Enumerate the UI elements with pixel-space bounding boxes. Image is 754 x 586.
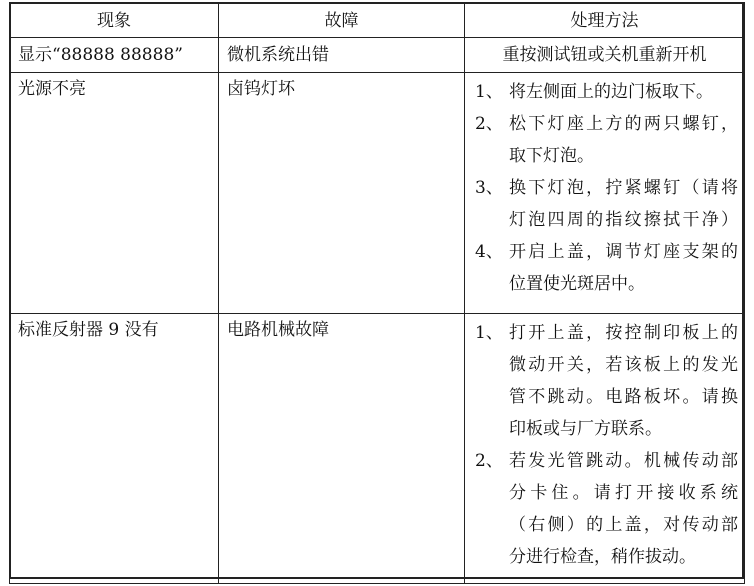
header-fault: 故障 <box>219 3 465 38</box>
step-line: 取下灯泡。 <box>509 146 594 166</box>
step-number: 1、 <box>475 82 503 102</box>
symptom-text: 光源不亮 <box>18 79 86 99</box>
fault-text: 电路机械故障 <box>227 320 329 340</box>
step-line: （右侧）的上盖，对传动部 <box>509 515 738 535</box>
header-symptom: 现象 <box>10 3 219 38</box>
step-line: 分进行检查，稍作拔动。 <box>509 547 696 567</box>
fault-text: 微机系统出错 <box>227 45 329 65</box>
step-line: 印板或与厂方联系。 <box>509 419 662 439</box>
step-number: 1、 <box>475 323 503 343</box>
step-line: 微动开关，若该板上的发光 <box>509 355 738 375</box>
step-line: 松下灯座上方的两只螺钉， <box>509 114 738 134</box>
step-number: 2、 <box>475 114 503 134</box>
fault-text: 卤钨灯坏 <box>227 79 295 99</box>
step-number: 3、 <box>475 178 503 198</box>
table-outer-border <box>9 2 744 579</box>
step-line: 打开上盖，按控制印板上的 <box>509 323 738 343</box>
step-line: 开启上盖，调节灯座支架的 <box>509 242 738 262</box>
symptom-text: 显示“88888 88888” <box>18 45 183 65</box>
step-line: 换下灯泡，拧紧螺钉（请将 <box>509 178 738 198</box>
symptom-text: 标准反射器 9 没有 <box>18 320 159 340</box>
header-remedy: 处理方法 <box>465 3 745 38</box>
step-number: 2、 <box>475 451 503 471</box>
step-line: 分卡住。请打开接收系统 <box>509 483 738 503</box>
step-number: 4、 <box>475 242 503 262</box>
step-line: 管不跳动。电路板坏。请换 <box>509 387 738 407</box>
step-line: 灯泡四周的指纹擦拭干净） <box>509 210 738 230</box>
remedy-text: 重按测试钮或关机重新开机 <box>502 45 707 65</box>
step-line: 将左侧面上的边门板取下。 <box>509 82 713 102</box>
step-line: 若发光管跳动。机械传动部 <box>509 451 738 471</box>
step-line: 位置使光斑居中。 <box>509 274 645 294</box>
